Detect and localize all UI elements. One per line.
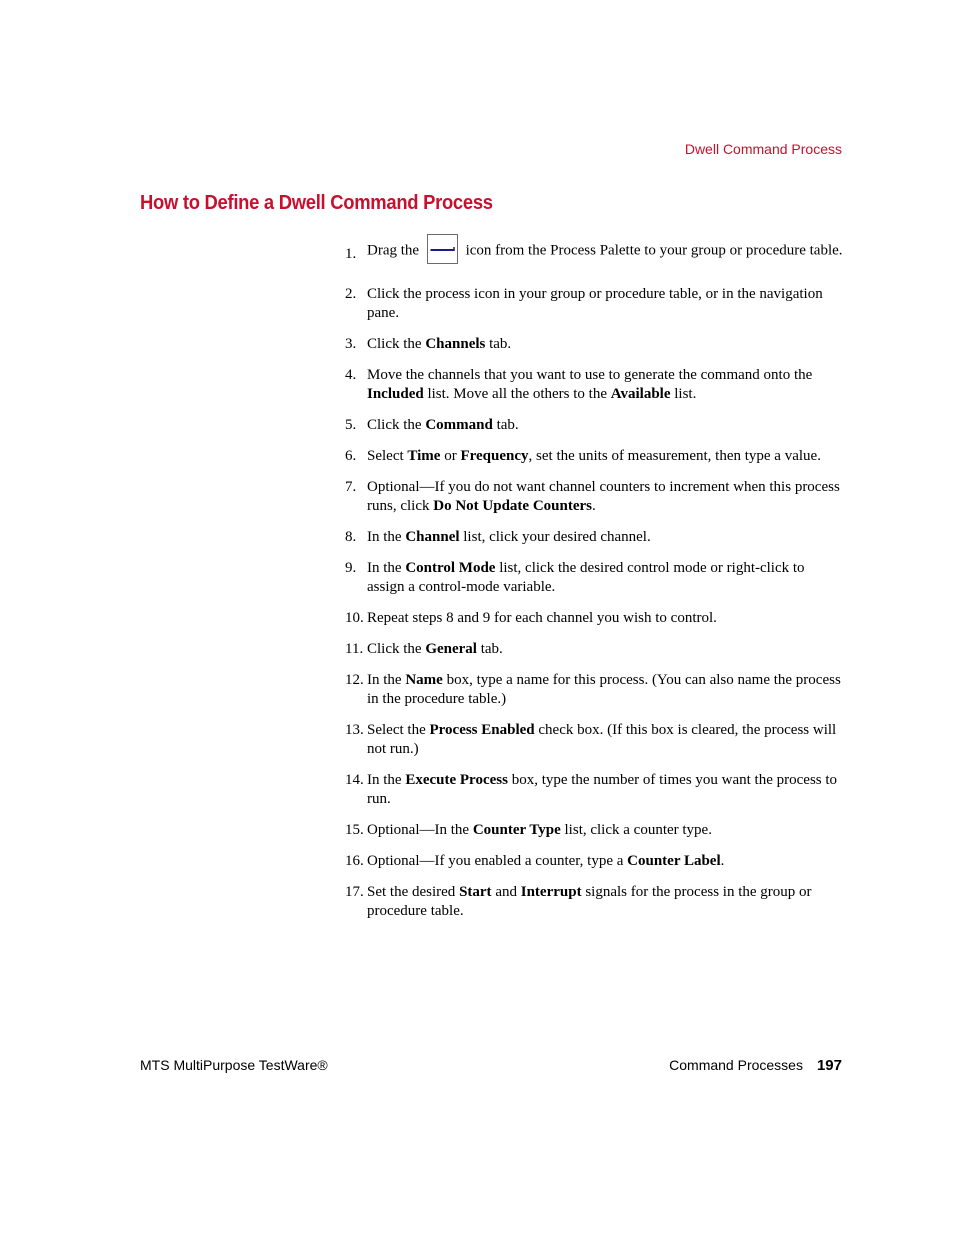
step-item: [336, 721, 844, 759]
step-number: 3.: [345, 336, 357, 352]
step-text-part: Drag the: [367, 242, 420, 259]
ui-term: Included: [367, 386, 424, 402]
step-item: [336, 640, 844, 659]
step-number: 9.: [345, 560, 357, 576]
step-text: In the Control Mode list, click the desired control mode or right-click to assign a control-mode variable.: [367, 560, 805, 595]
step-text: Optional—In the Counter Type list, click a counter type.: [367, 822, 712, 838]
step-text: Select Time or Frequency, set the units of measurement, then type a value.: [367, 448, 821, 464]
step-item: [336, 447, 844, 466]
step-text: Set the desired Start and Interrupt signals for the process in the group or procedure table.: [367, 884, 812, 919]
section-title: How to Define a Dwell Command Process: [140, 192, 493, 214]
step-text: [367, 236, 844, 272]
step-number: 2.: [345, 286, 357, 302]
ui-term: Do Not Update Counters: [433, 498, 592, 514]
step-number: 5.: [345, 417, 357, 433]
ui-term: Control Mode: [405, 560, 496, 576]
step-text: Click the process icon in your group or procedure table, or in the navigation pane.: [367, 286, 823, 321]
step-item: [336, 236, 844, 272]
step-number: 8.: [345, 529, 357, 545]
step-text: Click the Channels tab.: [367, 336, 512, 352]
step-number: 12.: [345, 672, 364, 688]
step-number: 4.: [345, 367, 357, 383]
step-number: 16.: [345, 853, 364, 869]
step-number: 17.: [345, 884, 364, 900]
step-number: 6.: [345, 448, 357, 464]
step-number: 13.: [345, 722, 364, 738]
footer-chapter: Command Processes: [669, 1057, 803, 1073]
running-header: Dwell Command Process: [684, 141, 842, 157]
step-item: [336, 285, 844, 323]
step-item: [336, 883, 844, 921]
step-item: [336, 416, 844, 435]
ui-term: Process Enabled: [429, 722, 535, 738]
step-text: Click the Command tab.: [367, 417, 519, 433]
ui-term: Command: [425, 417, 493, 433]
footer-product: MTS MultiPurpose TestWare®: [140, 1057, 328, 1073]
step-item: [336, 559, 844, 597]
dwell-process-icon: [427, 234, 458, 264]
step-item: [336, 366, 844, 404]
footer-right: [669, 1057, 842, 1074]
step-number: 10.: [345, 610, 364, 626]
step-text: Repeat steps 8 and 9 for each channel you wish to control.: [367, 610, 717, 626]
step-number: 11.: [345, 641, 364, 657]
ui-term: Channels: [425, 336, 486, 352]
ui-term: General: [425, 641, 477, 657]
step-item: [336, 771, 844, 809]
ui-term: Start: [459, 884, 492, 900]
ui-term: Available: [610, 386, 671, 402]
step-text-part: icon from the Process Palette to your group or procedure table.: [465, 242, 843, 259]
step-item: [336, 852, 844, 871]
step-item: [336, 821, 844, 840]
ui-term: Channel: [405, 529, 460, 545]
ui-term: Counter Label: [627, 853, 721, 869]
step-text: In the Name box, type a name for this process. (You can also name the process in the procedure table.): [367, 672, 841, 707]
step-number: 1.: [345, 246, 357, 262]
step-text: Move the channels that you want to use to generate the command onto the Included list. Move all the others to the Available list.: [367, 367, 813, 402]
step-text: Optional—If you enabled a counter, type a Counter Label.: [367, 853, 725, 869]
step-text: Optional—If you do not want channel counters to increment when this process runs, click Do Not Update Counters.: [367, 479, 840, 514]
ui-term: Interrupt: [520, 884, 582, 900]
ui-term: Counter Type: [472, 822, 561, 838]
step-item: [336, 528, 844, 547]
step-text: Click the General tab.: [367, 641, 503, 657]
ui-term: Time: [407, 448, 441, 464]
step-item: [336, 335, 844, 354]
step-text: In the Channel list, click your desired channel.: [367, 529, 651, 545]
ui-term: Frequency: [460, 448, 529, 464]
step-text: In the Execute Process box, type the number of times you want the process to run.: [367, 772, 838, 807]
ui-term: Execute Process: [405, 772, 508, 788]
page-number: 197: [816, 1057, 842, 1074]
step-number: 15.: [345, 822, 364, 838]
step-text: Select the Process Enabled check box. (If this box is cleared, the process will not run.): [367, 722, 837, 757]
step-item: [336, 609, 844, 628]
step-item: [336, 478, 844, 516]
procedure-steps: [336, 236, 844, 933]
ui-term: Name: [405, 672, 443, 688]
step-number: 14.: [345, 772, 364, 788]
step-number: 7.: [345, 479, 357, 495]
step-item: [336, 671, 844, 709]
